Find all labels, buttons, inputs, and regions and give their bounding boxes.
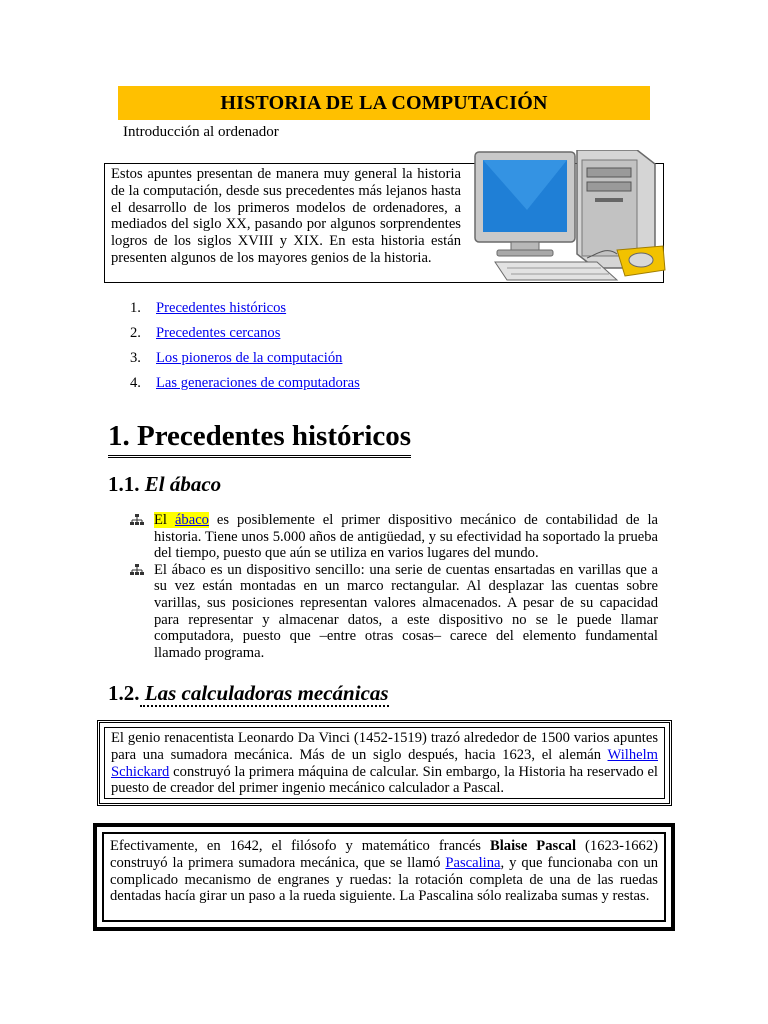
intro-text: Estos apuntes presentan de manera muy general la historia de la computación, desde sus precedentes más lejanos hasta el desarrollo de los primeros modelos de ordenadores, a mediados del siglo XX, pasando por algunos sorprendentes logros de los siglos XVIII y XIX. En esta historia están presenten algunos de los mayores genios de la historia. — [111, 166, 461, 266]
list-item: 2. Precedentes cercanos — [130, 325, 360, 350]
da-vinci-box: El genio renacentista Leonardo Da Vinci (1452-1519) trazó alrededor de 1500 varios apuntes para una sumadora mecánica. Más de un siglo después, hacia 1623, el alemán Wilhelm Schickard construyó la primera máquina de calcular. Sin embargo, la Historia ha reservado el puesto de creador del primer ingenio mecánico calculador a Pascal. — [97, 720, 672, 806]
page-title: HISTORIA DE LA COMPUTACIÓN — [220, 91, 548, 114]
toc-link-pioneros[interactable]: Los pioneros de la computación — [156, 350, 343, 366]
toc-link-precedentes-cercanos[interactable]: Precedentes cercanos — [156, 325, 281, 341]
list-item: El ábaco es un dispositivo sencillo: una serie de cuentas ensartadas en varillas que a su vez están montadas en un marco rectangular. Al desplazar las cuentas sobre varillas, sus posiciones representan valores almacenados. A pesar de su capacidad para representar y almacenar datos, a este dispositivo no se le puede llamar computadora, puesto que –entre otras cosas– carece del elemento fundamental llamado programa. — [130, 562, 658, 662]
toc-link-generaciones[interactable]: Las generaciones de computadoras — [156, 375, 360, 391]
bullet-list — [130, 512, 658, 661]
title-banner — [118, 86, 650, 120]
table-of-contents — [130, 300, 360, 400]
section-heading: 1. Precedentes históricos — [108, 418, 411, 458]
pascal-box: Efectivamente, en 1642, el filósofo y matemático francés Blaise Pascal (1623-1662) construyó la primera sumadora mecánica, que se llamó Pascalina, y que funcionaba con un complicado mecanismo de engranes y ruedas: la rotación completa de una de las ruedas dentadas hacía girar un paso a la rueda siguiente. La Pascalina sólo realizaba sumas y restas. — [93, 823, 675, 931]
pascalina-link[interactable]: Pascalina — [445, 854, 501, 871]
network-bullet-icon — [130, 512, 154, 562]
desktop-computer-icon — [467, 150, 667, 285]
toc-link-precedentes-historicos[interactable]: Precedentes históricos — [156, 300, 287, 316]
list-item: El ábaco es posiblemente el primer dispositivo mecánico de contabilidad de la historia. Tiene unos 5.000 años de antigüedad, y su efectividad ha soportado la prueba del tiempo, puesto que aún se utiliza en varios lugares del mundo. — [130, 512, 658, 562]
intro-box — [104, 163, 664, 283]
list-item: 3. Los pioneros de la computación — [130, 350, 360, 375]
list-item: 1. Precedentes históricos — [130, 300, 360, 325]
abaco-link[interactable]: ábaco — [174, 512, 209, 528]
schickard-link[interactable]: Wilhelm Schickard — [111, 746, 658, 780]
subsection-heading-calculadoras: 1.2. Las calculadoras mecánicas — [108, 681, 389, 705]
network-bullet-icon — [130, 562, 154, 662]
subsection-heading-abaco: 1.1. El ábaco — [108, 472, 222, 496]
page-subtitle: Introducción al ordenador — [123, 124, 279, 140]
list-item: 4. Las generaciones de computadoras — [130, 375, 360, 400]
